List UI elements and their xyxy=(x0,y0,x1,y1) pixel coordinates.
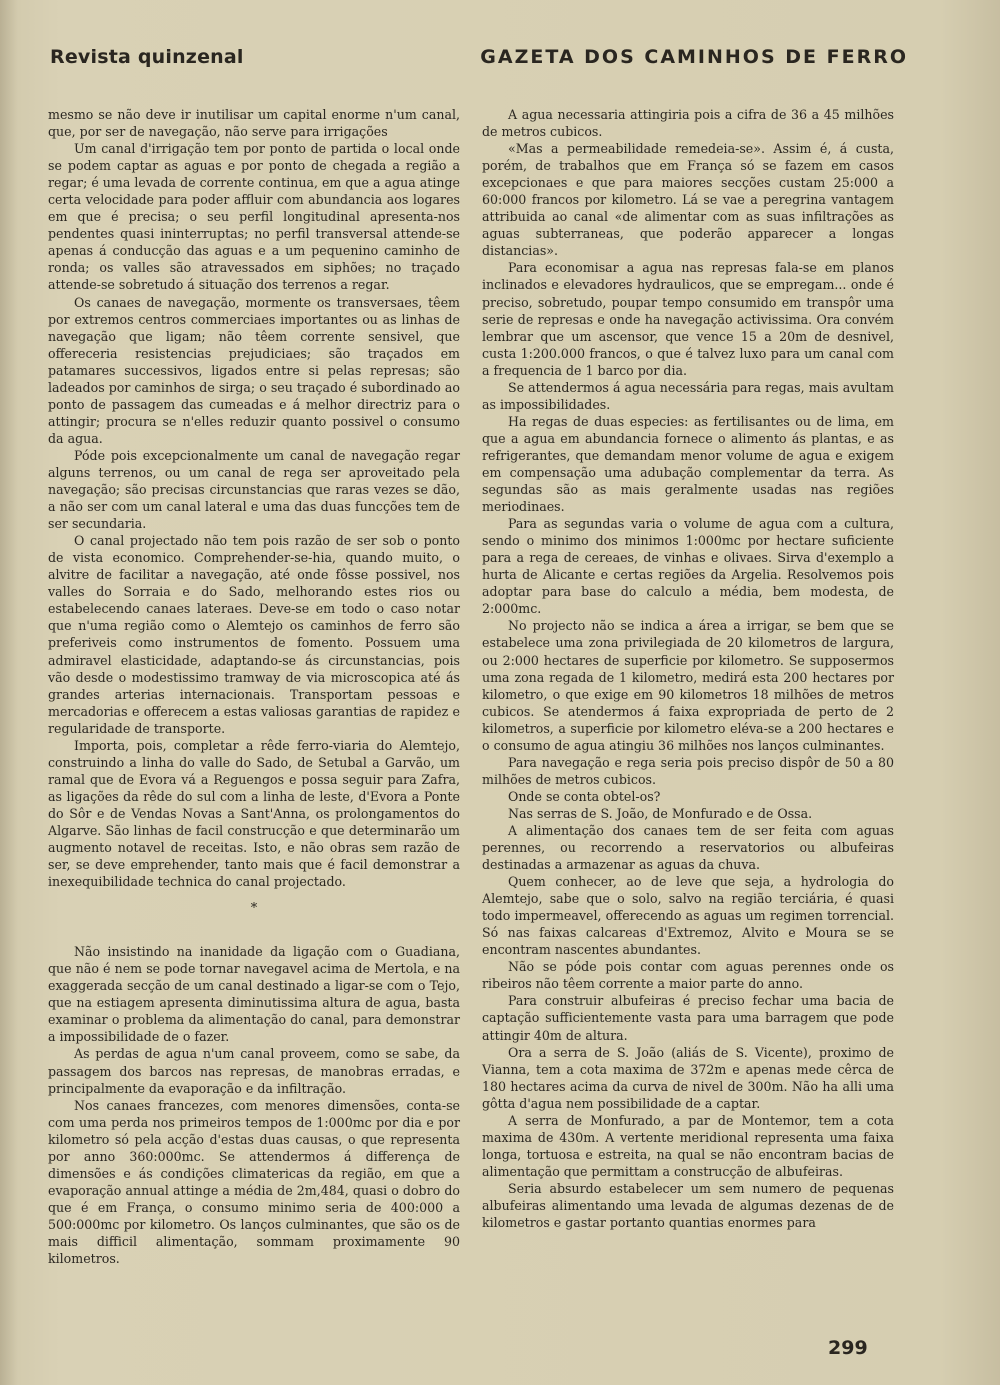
paragraph: Onde se conta obtel-os? xyxy=(508,788,661,804)
right-column xyxy=(482,106,894,1231)
paragraph: Nas serras de S. João, de Monfurado e de Ossa. xyxy=(508,805,813,821)
running-header-left: Revista quinzenal xyxy=(50,46,244,68)
paragraph: Para economisar a agua nas represas fala-se em planos inclinados e elevadores hydraulicos, que se empregam... onde é preciso, sobretudo, poupar tempo consumido em transpôr uma serie de represas e onde ha navegação activissima. Ora convém lembrar que um ascensor, que vence 15 a 20m de desnivel, custa 1:200.000 francos, o que é talvez luxo para um canal com a frequencia de 1 barco por dia. xyxy=(482,260,894,378)
paragraph: Ora a serra de S. João (aliás de S. Vicente), proximo de Vianna, tem a cota maxima de 372m e apenas mede cêrca de 180 hectares acima da curva de nivel de 300m. Não ha alli uma gôtta d'agua nem possibilidade de a captar. xyxy=(482,1044,894,1111)
paragraph: Os canaes de navegação, mormente os transversaes, têem por extremos centros commerciaes importantes ou as linhas de navegação que ligam; não têem corrente sensivel, que offereceria resistencias prejudiciaes; são traçados em patamares successivos, ligados entre si pelas represas; são ladeados por caminhos de sirga; o seu traçado é subordinado ao ponto de passagem das cumeadas e á melhor directriz para o attingir; procura se n'elles reduzir quanto possivel o consumo da agua. xyxy=(48,294,460,446)
paragraph: A agua necessaria attingiria pois a cifra de 36 a 45 milhões de metros cubicos. xyxy=(482,107,894,140)
paragraph: Para navegação e rega seria pois preciso dispôr de 50 a 80 milhões de metros cubicos. xyxy=(482,754,894,787)
paragraph: As perdas de agua n'um canal proveem, como se sabe, da passagem dos barcos nas represas, de manobras erradas, e principalmente da evaporação e da infiltração. xyxy=(48,1046,460,1096)
paragraph: Póde pois excepcionalmente um canal de navegação regar alguns terrenos, ou um canal de rega ser aproveitado pela navegação; são precisas circunstancias que raras vezes se dão, a não ser com um canal lateral e uma das duas funcções tem de ser secundaria. xyxy=(48,447,460,532)
paragraph: Seria absurdo estabelecer um sem numero de pequenas albufeiras alimentando uma levada de algumas dezenas de de kilometros e gastar portanto quantias enormes para xyxy=(482,1180,894,1231)
paragraph: Não insistindo na inanidade da ligação com o Guadiana, que não é nem se pode tornar navegavel acima de Mertola, e na exaggerada secção de um canal destinado a ligar-se com o Tejo, que na estiagem apresenta diminutissima altura de agua, basta examinar o problema da alimentação do canal, para demonstrar a impossibilidade de o fazer. xyxy=(48,944,460,1045)
paragraph: Um canal d'irrigação tem por ponto de partida o local onde se podem captar as aguas e por ponto de chegada a região a regar; é uma levada de corrente continua, em que a agua atinge certa velocidade para poder affluir com abundancia aos logares em que é precisa; o seu perfil longitudinal apresenta-nos pendentes quasi ininterruptas; no perfil transversal attende-se apenas á conducção das aguas e a um pequenino caminho de ronda; os valles são atravessados em siphões; no traçado attende-se sobretudo á situação dos terrenos a regar. xyxy=(48,141,460,293)
paragraph: Ha regas de duas especies: as fertilisantes ou de lima, em que a agua em abundancia fornece o alimento ás plantas, e as refrigerantes, que demandam menor volume de agua e exigem em compensação uma adubação complementar da terra. As segundas são as mais geralmente usadas nas regiões meriodinaes. xyxy=(482,413,894,515)
paragraph: mesmo se não deve ir inutilisar um capital enorme n'um canal, que, por ser de navegação, não serve para irrigações xyxy=(48,107,460,140)
paragraph: No projecto não se indica a área a irrigar, se bem que se estabelece uma zona privilegiada de 20 kilometros de largura, ou 2:000 hectares de superficie por kilometro. Se supposermos uma zona regada de 1 kilometro, medirá esta 200 hectares por kilometro, o que exige em 90 kilometros 18 milhões de metros cubicos. Se atendermos á faixa expropriada de perto de 2 kilometros, a superficie por kilometro eléva-se a 200 hectares e o consumo de agua atingiu 36 milhões nos lanços culminantes. xyxy=(482,618,894,753)
paragraph: A serra de Monfurado, a par de Montemor, tem a cota maxima de 430m. A vertente meridional representa uma faixa longa, tortuosa e estreita, na qual se não encontram bacias de alimentação que permittam a construcção de albufeiras. xyxy=(482,1112,894,1179)
paragraph: O canal projectado não tem pois razão de ser sob o ponto de vista economico. Comprehender-se-hia, quando muito, o alvitre de facilitar a navegação, até onde fôsse possivel, nos valles do Sorraia e do Sado, melhorando estes rios ou estabelecendo canaes lateraes. Deve-se em todo o caso notar que n'uma região como o Alemtejo os caminhos de ferro são preferiveis como instrumentos de fomento. Possuem uma admiravel elasticidade, adaptando-se ás circunstancias, pois vão desde o modestissimo tramway de via microscopica até ás grandes arterias internacionais. Transportam pessoas e mercadorias e offerecem a estas valiosas garantias de rapidez e regularidade de transporte. xyxy=(48,533,460,736)
running-header-title: GAZETA DOS CAMINHOS DE FERRO xyxy=(480,46,908,68)
paragraph: Importa, pois, completar a rêde ferro-viaria do Alemtejo, construindo a linha do valle do Sado, de Setubal a Garvão, um ramal que de Evora vá a Reguengos e possa seguir para Zafra, as ligações da rêde do sul com a linha de leste, d'Evora a Ponte do Sôr e de Vendas Novas a Sant'Anna, os prolongamentos do Algarve. São linhas de facil construcção e que determinarão um augmento notavel de receitas. Isto, e não obras sem razão de ser, se deve emprehender, tanto mais que é facil demonstrar a inexequibilidade technica do canal projectado. xyxy=(48,737,460,890)
paragraph: «Mas a permeabilidade remedeia-se». Assim é, á custa, porém, de trabalhos que em França só se fazem em casos excepcionaes e que para maiores secções custam 25:000 a 60:000 francos por kilometro. Lá se vae a peregrina vantagem attribuida ao canal «de alimentar com as suas infiltrações as aguas subterraneas, que poderão apparecer a longas distancias». xyxy=(482,141,894,259)
paragraph: A alimentação dos canaes tem de ser feita com aguas perennes, ou recorrendo a reservatorios ou albufeiras destinadas a armazenar as aguas da chuva. xyxy=(482,822,894,873)
paragraph: Se attendermos á agua necessária para regas, mais avultam as impossibilidades. xyxy=(482,379,894,412)
paragraph: Nos canaes francezes, com menores dimensões, conta-se com uma perda nos primeiros tempos de 1:000mc por dia e por kilometro só pela acção d'estas duas causas, o que representa por anno 360:000mc. Se attendermos á differença de dimensões e ás condições climatericas da região, em que a evaporação annual attinge a média de 2m,484, quasi o dobro do que é em França, o consumo minimo seria de 400:000 a 500:000mc por kilometro. Os lanços culminantes, que são os de mais difficil alimentação, sommam proximamente 90 kilometros. xyxy=(48,1097,460,1267)
paragraph: Para construir albufeiras é preciso fechar uma bacia de captação sufficientemente vasta para uma barragem que pode attingir 40m de altura. xyxy=(482,993,894,1043)
paragraph: Não se póde pois contar com aguas perennes onde os ribeiros não têem corrente a maior parte do anno. xyxy=(482,959,894,992)
paragraph: Quem conhecer, ao de leve que seja, a hydrologia do Alemtejo, sabe que o solo, salvo na região terciária, é quasi todo impermeavel, offerecendo as aguas um regimen torrencial. Só nas faixas calcareas d'Extremoz, Alvito e Moura se se encontram nascentes abundantes. xyxy=(482,874,894,958)
left-column xyxy=(48,106,460,1267)
paragraph: Para as segundas varia o volume de agua com a cultura, sendo o minimo dos minimos 1:000mc por hectare suficiente para a rega de cereaes, de vinhas e olivaes. Sirva d'exemplo a hurta de Alicante e certas regiões da Argelia. Resolvemos pois adoptar para base do calculo a média, bem modesta, de 2:000mc. xyxy=(482,516,894,617)
page-number: 299 xyxy=(828,1337,868,1359)
section-separator: * xyxy=(250,901,258,917)
